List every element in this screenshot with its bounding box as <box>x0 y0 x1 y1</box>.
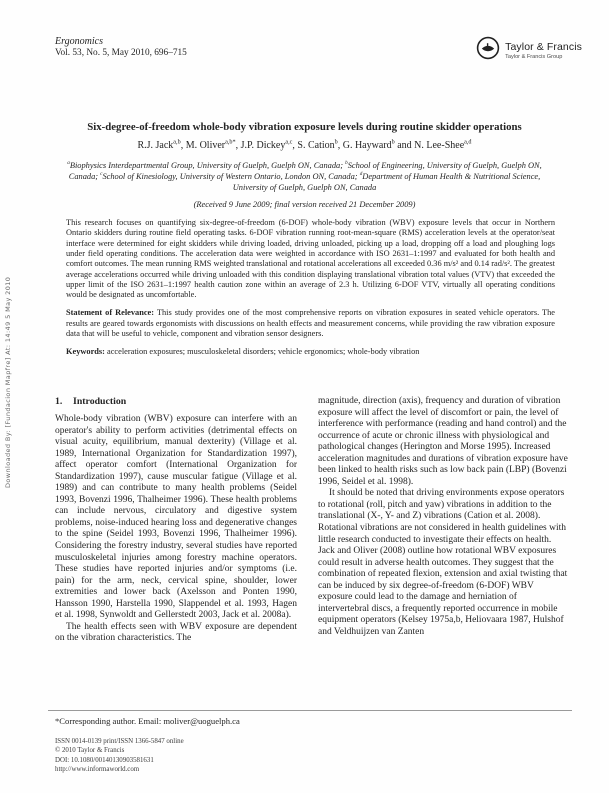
paragraph: It should be noted that driving environments expose operators to rotational (roll, pitch and yaw) vibrations in addition to the translational (X-, Y- and Z) vibrations (Cation et al. 2008). Rotational vibrations are not considered in health guidelines with little research conducted to investigate their effects on health. Jack and Oliver (2008) outline how rotational WBV exposures could result in adverse health outcomes. They suggest that the combination of repeated flexion, extension and axial twisting that can be induced by six degree-of-freedom (6-DOF) WBV exposure could lead to the damage and herniation of intervertebral discs, a frequently reported occurrence in mobile equipment operators (Kelsey 1975a,b, Heliovaara 1987, Hulshof and Veldhuijzen van Zanten <box>318 488 568 637</box>
keywords-label: Keywords: <box>66 346 105 356</box>
affiliations: $^a$Biophysics Interdepartmental Group, University of Guelph, Guelph ON, Canada; $^b$School of Engineering, University of Guelph, Guelph ON, Canada; $^c$School of Kinesiology, University of Western Ontario, London ON, Canada; $^d$Department of Human Health & Nutritional Science, University of Guelph, Guelph ON, Canada <box>67 160 542 192</box>
footer-line: ISSN 0014-0139 print/ISSN 1366-5847 online <box>55 738 184 745</box>
left-column <box>55 396 297 645</box>
paragraph: Whole-body vibration (WBV) exposure can interfere with an operator's ability to perform activities (detrimental effects on visual acuity, equilibrium, manual dexterity) (Village et al. 1989, International Organization for Standardization 1997), affect operator comfort (International Organization for Standardization 1997), cause muscular fatigue (Village et al. 1989) and can contribute to many health problems (Seidel 1993, Bovenzi 1996, Thalheimer 1996). These health problems can include nervous, circulatory and digestive system problems, noise-induced hearing loss and degenerative changes to the spine (Seidel 1993, Bovenzi 1996, Thalheimer 1996). Considering the forestry industry, several studies have reported musculoskeletal injuries among forestry machine operators. These studies have reported injuries and/or symptoms (i.e. pain) for the arm, neck, cervical spine, shoulder, lower extremities and lower back (Axelsson and Ponten 1990, Hansson 1990, Harstella 1990, Slappendel et al. 1993, Hagen et al. 1998, Synwoldt and Gellerstedt 2003, Jack et al. 2008a). <box>55 414 297 621</box>
taylor-francis-emblem-icon <box>476 36 500 65</box>
issn-copyright-block <box>55 737 184 775</box>
publisher-name: Taylor & Francis <box>505 41 582 53</box>
body-columns <box>55 396 569 645</box>
author: G. Hayward$^b$ <box>342 138 395 151</box>
footer-line: © 2010 Taylor & Francis <box>55 747 125 755</box>
footer-line: http://www.informaworld.com <box>55 766 140 774</box>
relevance-text: This study provides one of the most comprehensive reports on vibration exposures in seated vehicle operators. The results are geared towards ergonomists with discussions on health effects and measurement concerns, while providing the raw vibration exposure data that will be useful to vehicle, component and vibration sensor designers. <box>66 308 555 338</box>
section-title: Introduction <box>73 396 127 407</box>
right-column <box>318 396 569 645</box>
received-line: (Received 9 June 2009; final version received 21 December 2009) <box>193 200 416 209</box>
left-column-paragraphs <box>55 414 297 645</box>
author: M. Oliver$^{a,b*}$ <box>185 138 236 151</box>
author: N. Lee-Shee$^{a,d}$ <box>414 138 472 151</box>
section-heading <box>55 396 297 407</box>
author: R.J. Jack$^{a,b}$ <box>137 138 181 151</box>
right-column-paragraphs <box>318 396 569 638</box>
download-stamp: Downloaded By: [Fundacion Mapfre] At: 14:49 5 May 2010 <box>4 276 12 488</box>
paragraph: The health effects seen with WBV exposure are dependent on the vibration characteristics. The <box>55 621 297 644</box>
corresponding-author-note: *Corresponding author. Email: moliver@uoguelph.ca <box>55 716 240 726</box>
statement-of-relevance <box>66 308 555 339</box>
footer-line: DOI: 10.1080/00140130903581631 <box>55 756 154 764</box>
footnote-divider <box>48 710 572 711</box>
journal-header <box>55 36 187 59</box>
publisher-logo-text <box>505 41 582 60</box>
author-line: R.J. Jack$^{a,b}$, M. Oliver$^{a,b*}$, J.P. Dickey$^{a,c}$, S. Cation$^b$, G. Hayward$^b$ and N. Lee-Shee$^{a,d}$ <box>137 138 472 151</box>
abstract-text: This research focuses on quantifying six-degree-of-freedom (6-DOF) whole-body vibration (WBV) exposure levels that occur in Northern Ontario skidders during routine field operating tasks. 6-DOF vibration running root-mean-square (RMS) acceleration levels at the operator/seat interface were determined for eight skidders while driving loaded, driving unloaded, picking up a load, dropping off a load and ploughing logs under field operating conditions. The acceleration data were weighted in accordance with ISO 2631–1:1997 and evaluated for both health and comfort outcomes. The mean running RMS weighted translational and rotational accelerations all exceeded 0.36 m/s² and 0.14 rad/s². The greatest average accelerations occurred while driving unloaded with this condition displaying translational vibration total values (VTV) that exceeded the upper limit of the ISO 2631–1:1997 health caution zone within an average of 2.3 h. Utilizing 6-DOF VTV, virtually all operating conditions would be designated as uncomfortable. <box>66 218 555 300</box>
volume-issue-line: Vol. 53, No. 5, May 2010, 696–715 <box>55 47 187 58</box>
keywords-text: acceleration exposures; musculoskeletal disorders; vehicle ergonomics; whole-body vibration <box>104 346 420 356</box>
author: S. Cation$^b$ <box>297 138 338 151</box>
paragraph: magnitude, direction (axis), frequency and duration of vibration exposure will affect the level of discomfort or pain, the level of interference with performance (reading and hand control) and the occurrence of acute or chronic illness with physiological and pathological changes (Herington and Morse 1995). Increased acceleration magnitudes and durations of vibration exposure have been linked to health risks such as low back pain (LBP) (Bovenzi 1996, Seidel et al. 1998). <box>318 396 568 487</box>
keywords-line <box>66 347 555 357</box>
abstract-block <box>66 218 555 357</box>
journal-name: Ergonomics <box>55 36 103 47</box>
publisher-logo <box>476 36 582 65</box>
section-number: 1. <box>55 396 63 407</box>
author: J.P. Dickey$^{a,c}$ <box>240 138 293 151</box>
publisher-group: Taylor & Francis Group <box>505 54 563 60</box>
relevance-label: Statement of Relevance: <box>66 308 155 318</box>
article-title: Six-degree-of-freedom whole-body vibration exposure levels during routine skidder operations <box>87 121 522 133</box>
